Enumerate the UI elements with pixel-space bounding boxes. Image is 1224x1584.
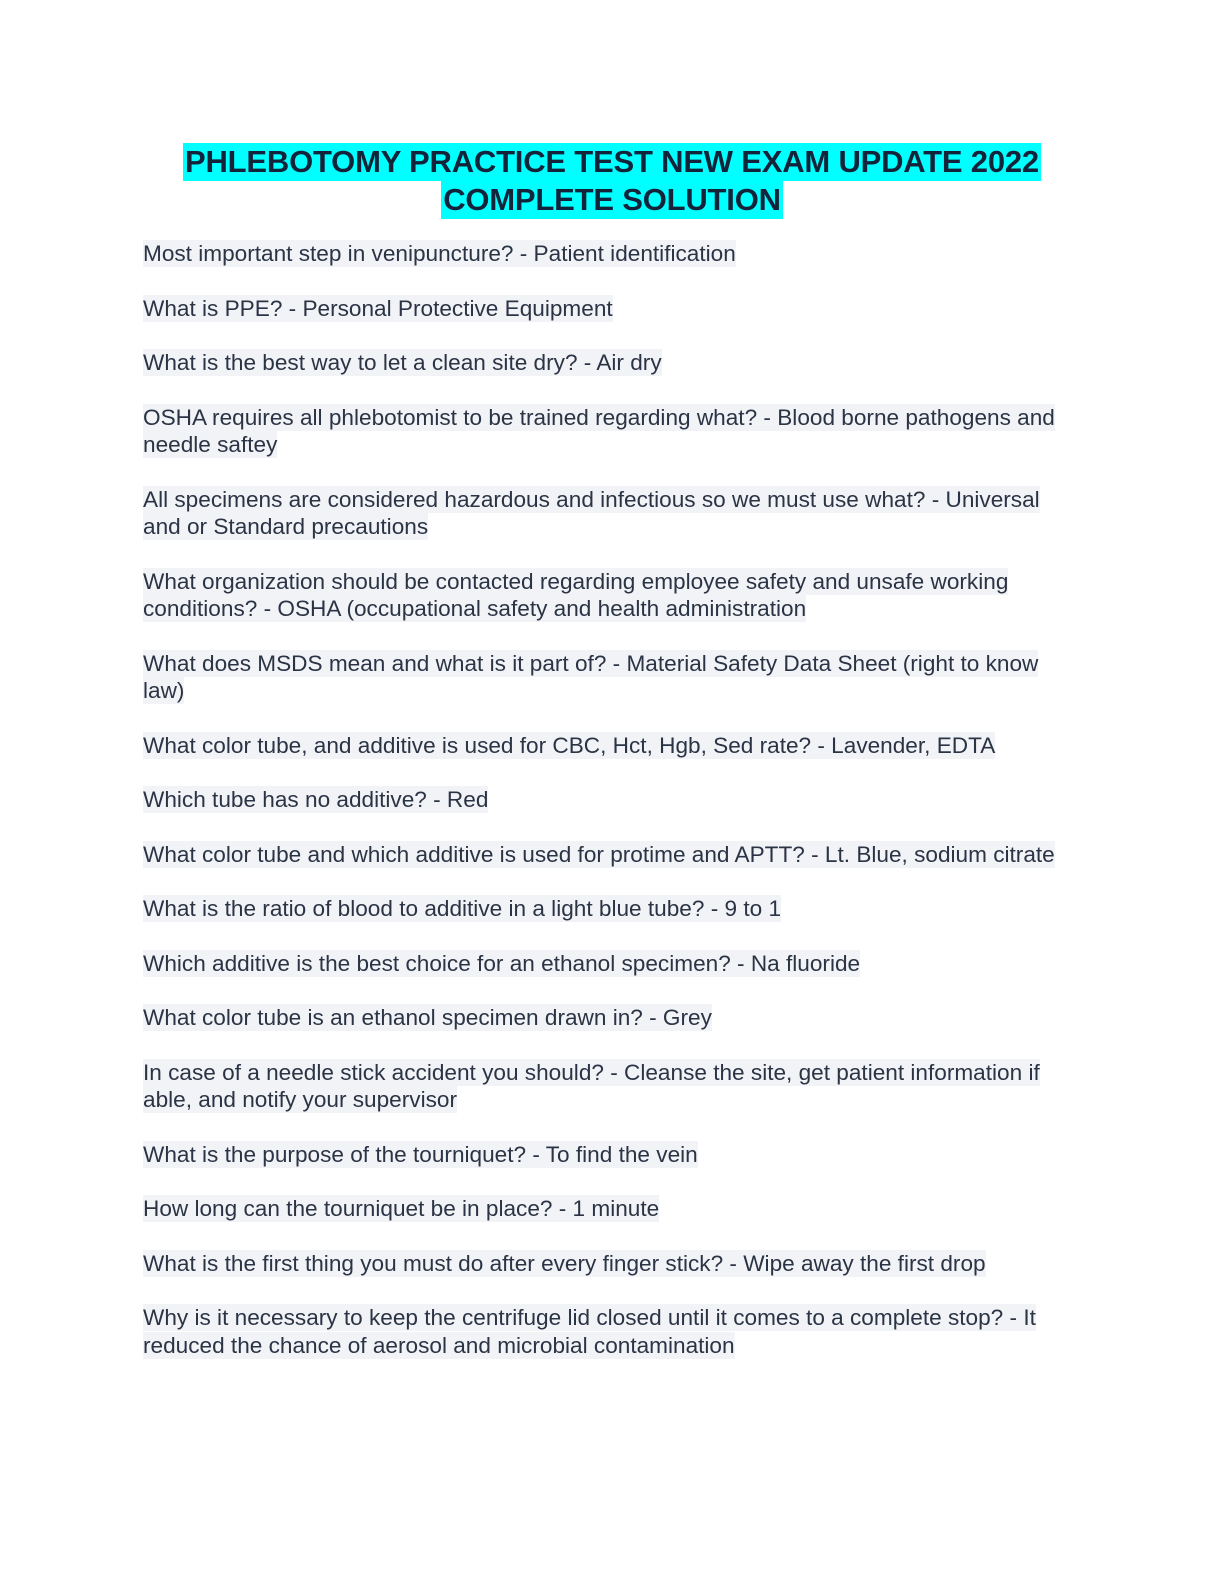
qa-item (143, 650, 1083, 705)
qa-text: What is the purpose of the tourniquet? - To find the vein (143, 1141, 698, 1167)
title-line-1: PHLEBOTOMY PRACTICE TEST NEW EXAM UPDATE 2022 (185, 144, 1039, 179)
qa-item (143, 404, 1083, 459)
document-title (120, 143, 1104, 219)
qa-item (143, 841, 1083, 869)
qa-item (143, 1195, 1083, 1223)
qa-text: Which tube has no additive? - Red (143, 787, 489, 812)
qa-text: Which additive is the best choice for an ethanol specimen? - Na fluoride (143, 950, 861, 976)
qa-text: What is PPE? - Personal Protective Equipment (143, 295, 613, 321)
qa-text: What color tube, and additive is used for CBC, Hct, Hgb, Sed rate? - Lavender, EDTA (143, 732, 996, 758)
qa-item (143, 1250, 1083, 1278)
qa-text: What is the best way to let a clean site dry? - Air dry (143, 350, 662, 375)
title-line-2: COMPLETE SOLUTION (443, 182, 781, 217)
qa-text: OSHA requires all phlebotomist to be trained regarding what? - Blood borne pathogens and needle saftey (143, 404, 1055, 457)
qa-item (143, 568, 1083, 623)
qa-text: What is the first thing you must do after every finger stick? - Wipe away the first drop (143, 1250, 986, 1276)
qa-text: What color tube is an ethanol specimen drawn in? - Grey (143, 1005, 712, 1030)
qa-list (143, 240, 1083, 1359)
qa-item (143, 1059, 1083, 1114)
qa-item (143, 1141, 1083, 1169)
qa-text: Why is it necessary to keep the centrifuge lid closed until it comes to a complete stop? - It reduced the chance of aerosol and microbial contamination (143, 1305, 1036, 1358)
qa-text: All specimens are considered hazardous and infectious so we must use what? - Universal and or Standard precautions (143, 486, 1040, 539)
qa-item (143, 1304, 1083, 1359)
qa-text: In case of a needle stick accident you should? - Cleanse the site, get patient information if able, and notify your supervisor (143, 1059, 1040, 1112)
qa-item (143, 786, 1083, 814)
qa-text: What does MSDS mean and what is it part of? - Material Safety Data Sheet (right to know law) (143, 650, 1039, 703)
qa-text: How long can the tourniquet be in place? - 1 minute (143, 1196, 660, 1221)
qa-item (143, 1004, 1083, 1032)
qa-item (143, 240, 1083, 268)
qa-text: Most important step in venipuncture? - Patient identification (143, 241, 736, 266)
qa-item (143, 950, 1083, 978)
qa-item (143, 895, 1083, 923)
qa-item (143, 486, 1083, 541)
qa-item (143, 349, 1083, 377)
qa-text: What is the ratio of blood to additive in a light blue tube? - 9 to 1 (143, 896, 782, 921)
qa-item (143, 295, 1083, 323)
qa-text: What organization should be contacted regarding employee safety and unsafe working conditions? - OSHA (occupational safety and health administration (143, 568, 1009, 621)
qa-item (143, 732, 1083, 760)
qa-text: What color tube and which additive is used for protime and APTT? - Lt. Blue, sodium citrate (143, 841, 1055, 867)
